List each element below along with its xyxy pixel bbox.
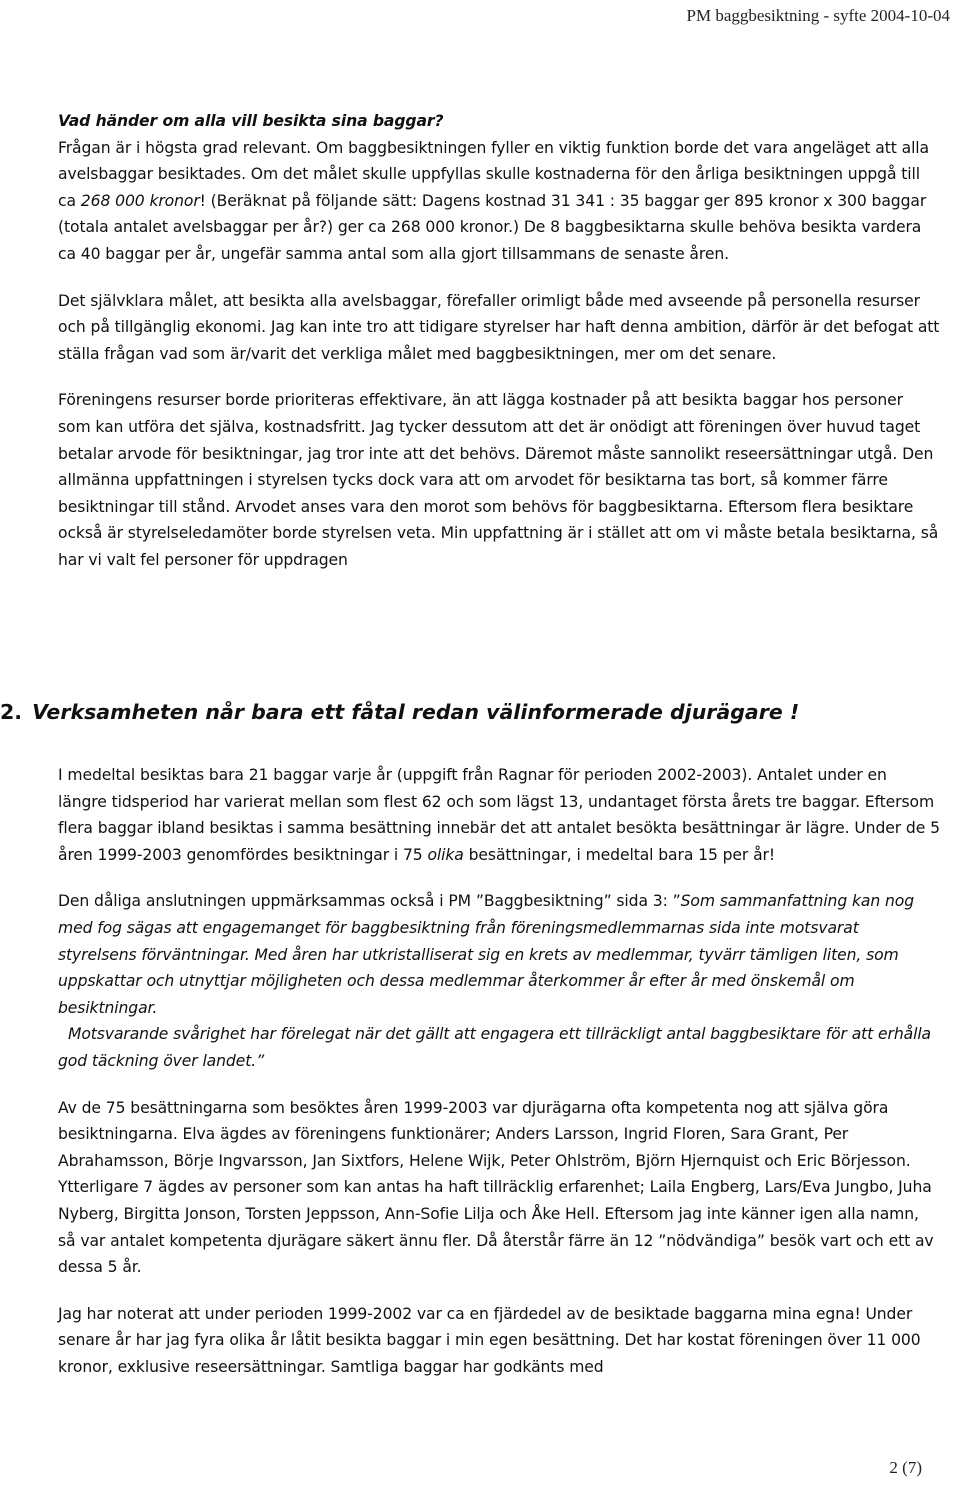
quote-text: Som sammanfattning kan nog med fog sägas att engagemanget för baggbesiktning från föreningsmedlemmarnas sida inte motsvarat styrelsens förväntningar. Med åren har utkristalliserat sig en krets av medlemmar, tyvärr tämligen liten, som uppskattar och utnyttjar möjligheten och dessa medlemmar återkommer år efter år med önskemål om besiktningar.	[58, 892, 915, 1017]
statistics-text-a: I medeltal besiktas bara 21 baggar varje år (uppgift från Ragnar för perioden 2002-2003). Antalet under en längre tidsperiod har varierat mellan som flest 62 och som lägst 13, undantaget första årets tre baggar. Eftersom flera baggar ibland besiktas i samma besättning innebär det att antalet besökta besättningar är lägre. Under de 5 åren 1999-2003 genomfördes besiktningar i 75	[58, 766, 940, 864]
herds-paragraph: Av de 75 besättningarna som besöktes åren 1999-2003 var djurägarna ofta kompetenta nog att själva göra besiktningarna. Elva ägdes av föreningens funktionärer; Anders Larsson, Ingrid Floren, Sara Grant, Per Abrahamsson, Börje Ingvarsson, Jan Sixtfors, Helene Wijk, Peter Ohlström, Björn Hjernquist och Eric Börjesson. Ytterligare 7 ägdes av personer som kan antas ha haft tillräcklig erfarenhet; Laila Engberg, Lars/Eva Jungbo, Juha Nyberg, Birgitta Jonson, Torsten Jeppsson, Ann-Sofie Lilja och Åke Hell. Eftersom jag inte känner igen alla namn, så var antalet kompetenta djurägare säkert ännu fler. Då återstår färre än 12 ”nödvändiga” besök vart och ett av dessa 5 år.	[58, 1098, 934, 1277]
cost-text-a: Frågan är i högsta grad relevant. Om baggbesiktningen fyller en viktig funktion borde det vara angeläget att alla avelsbaggar besiktades. Om det målet skulle uppfyllas skulle kostnaderna för den årliga besiktningen uppgå till ca	[58, 138, 929, 210]
cost-amount: 268 000 kronor	[80, 191, 200, 210]
statistics-text-b: besättningar, i medeltal bara 15 per år!	[463, 845, 776, 864]
quote-continuation: Motsvarande svårighet har förelegat när det gällt att engagera ett tillräckligt antal baggbesiktare för att erhålla god täckning över landet.”	[58, 1025, 932, 1070]
page-number: 2 (7)	[889, 1458, 922, 1477]
running-header: PM baggbesiktning - syfte 2004-10-04	[686, 6, 950, 25]
question-heading: Vad händer om alla vill besikta sina baggar?	[58, 112, 444, 130]
statistics-paragraph	[58, 762, 940, 868]
section-title: Verksamheten når bara ett fåtal redan välinformerade djurägare !	[32, 700, 800, 724]
section-1	[58, 108, 940, 574]
section-number: 2.	[0, 700, 23, 724]
quote-intro: Den dåliga anslutningen uppmärksammas också i PM ”Baggbesiktning” sida 3: ”	[58, 892, 681, 911]
own-herd-paragraph: Jag har noterat att under perioden 1999-2002 var ca en fjärdedel av de besiktade baggarna mina egna! Under senare år har jag fyra olika år låtit besikta baggar i min egen besättning. Det har kostat föreningen över 11 000 kronor, exklusive reseersättningar. Samtliga baggar har godkänts med	[58, 1304, 921, 1376]
quote-paragraph	[58, 888, 940, 1021]
section-2-heading	[0, 700, 940, 724]
statistics-emphasis: olika	[427, 845, 464, 864]
cost-paragraph	[58, 135, 940, 268]
cost-text-b: ! (Beräknat på följande sätt: Dagens kostnad 31 341 : 35 baggar ger 895 kronor x 300 baggar (totala antalet avelsbaggar per år?) ger ca 268 000 kronor.) De 8 baggbesiktarna skulle behöva besikta vardera ca 40 baggar per år, ungefär samma antal som alla gjort tillsammans de senaste åren.	[58, 191, 927, 263]
resources-paragraph: Föreningens resurser borde prioriteras effektivare, än att lägga kostnader på att besikta baggar hos personer som kan utföra det själva, kostnadsfritt. Jag tycker dessutom att det är onödigt att föreningen över huvud taget betalar arvode för besiktningar, jag tror inte att det behövs. Däremot måste sannolikt reseersättningar utgå. Den allmänna uppfattningen i styrelsen tycks dock vara att om arvodet för besiktarna tas bort, så kommer färre besiktningar till stånd. Arvodet anses vara den morot som behövs för baggbesiktarna. Eftersom flera besiktare också är styrelseledamöter borde styrelsen veta. Min uppfattning är i stället att om vi måste betala besiktarna, så har vi valt fel personer för uppdragen	[58, 391, 939, 569]
section-2	[58, 762, 940, 1380]
goal-paragraph: Det självklara målet, att besikta alla avelsbaggar, förefaller orimligt både med avseende på personella resurser och på tillgänglig ekonomi. Jag kan inte tro att tidigare styrelser har haft denna ambition, därför är det befogat att ställa frågan vad som är/varit det verkliga målet med baggbesiktningen, mer om det senare.	[58, 291, 940, 363]
